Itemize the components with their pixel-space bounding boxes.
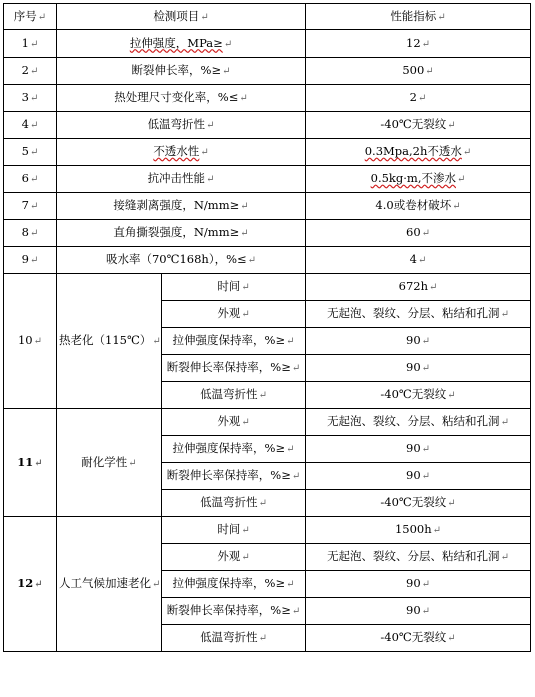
row-no: 3 <box>21 90 29 104</box>
paragraph-mark-icon: ↵ <box>286 336 295 347</box>
sub-item-cell <box>162 355 306 382</box>
group-name: 耐化学性 <box>81 454 128 469</box>
row-item: 抗冲击性能 <box>147 171 206 185</box>
paragraph-mark-icon: ↵ <box>240 201 249 212</box>
paragraph-mark-icon: ↵ <box>258 633 267 644</box>
sub-item: 断裂伸长率保持率，%≥ <box>166 360 291 374</box>
table-row <box>4 139 531 166</box>
sub-spec-cell <box>306 571 531 598</box>
paragraph-mark-icon: ↵ <box>421 38 431 50</box>
group-name-cell <box>57 274 162 409</box>
header-spec: 性能指标 <box>390 8 437 23</box>
paragraph-mark-icon: ↵ <box>258 390 267 401</box>
sub-item: 外观 <box>217 414 241 428</box>
table-row <box>4 85 531 112</box>
sub-item: 时间 <box>217 522 241 536</box>
row-no: 2 <box>21 63 29 77</box>
row-spec-cell <box>306 58 531 85</box>
spec-table <box>3 3 531 652</box>
sub-spec: 90 <box>406 360 421 374</box>
row-item-cell <box>57 139 306 166</box>
row-spec-cell <box>306 139 531 166</box>
sub-item-cell <box>162 625 306 652</box>
sub-item: 外观 <box>217 306 241 320</box>
table-row <box>4 517 531 544</box>
sub-spec: -40℃无裂纹 <box>380 387 447 401</box>
paragraph-mark-icon: ↵ <box>152 336 161 347</box>
paragraph-mark-icon: ↵ <box>462 147 472 158</box>
row-item-cell <box>57 247 306 274</box>
table-row <box>4 220 531 247</box>
paragraph-mark-icon: ↵ <box>421 444 431 455</box>
paragraph-mark-icon: ↵ <box>152 579 161 590</box>
paragraph-mark-icon: ↵ <box>417 93 427 104</box>
table-row <box>4 30 531 58</box>
paragraph-mark-icon: ↵ <box>29 201 39 212</box>
paragraph-mark-icon: ↵ <box>29 93 39 104</box>
paragraph-mark-icon: ↵ <box>421 579 431 590</box>
row-spec-cell <box>306 30 531 58</box>
paragraph-mark-icon: ↵ <box>200 147 209 158</box>
sub-spec-cell <box>306 490 531 517</box>
row-spec-cell <box>306 193 531 220</box>
paragraph-mark-icon: ↵ <box>417 255 427 266</box>
sub-spec-cell <box>306 409 531 436</box>
sub-spec-cell <box>306 328 531 355</box>
paragraph-mark-icon: ↵ <box>291 363 301 374</box>
row-item: 直角撕裂强度，N/mm≥ <box>113 225 240 239</box>
paragraph-mark-icon: ↵ <box>432 525 442 536</box>
sub-spec-cell <box>306 301 531 328</box>
paragraph-mark-icon: ↵ <box>37 11 47 23</box>
table-row <box>4 166 531 193</box>
paragraph-mark-icon: ↵ <box>241 525 250 536</box>
sub-spec: 无起泡、裂纹、分层、粘结和孔洞 <box>327 549 500 563</box>
row-no: 5 <box>21 144 29 158</box>
paragraph-mark-icon: ↵ <box>500 552 509 563</box>
paragraph-mark-icon: ↵ <box>223 38 233 50</box>
row-spec: -40℃无裂纹 <box>380 117 447 131</box>
paragraph-mark-icon: ↵ <box>29 255 39 266</box>
sub-spec: 672h <box>398 279 428 293</box>
paragraph-mark-icon: ↵ <box>206 120 215 131</box>
paragraph-mark-icon: ↵ <box>29 66 39 77</box>
paragraph-mark-icon: ↵ <box>437 11 446 23</box>
paragraph-mark-icon: ↵ <box>34 457 43 469</box>
group-no: 12 <box>17 576 34 590</box>
row-spec: 4.0或卷材破坏 <box>375 198 452 212</box>
paragraph-mark-icon: ↵ <box>241 282 250 293</box>
sub-item-cell <box>162 517 306 544</box>
row-item: 接缝剥离强度，N/mm≥ <box>113 198 240 212</box>
paragraph-mark-icon: ↵ <box>291 606 301 617</box>
paragraph-mark-icon: ↵ <box>241 417 250 428</box>
paragraph-mark-icon: ↵ <box>500 417 509 428</box>
sub-spec: 无起泡、裂纹、分层、粘结和孔洞 <box>327 306 500 320</box>
sub-item: 低温弯折性 <box>200 495 258 509</box>
sub-item-cell <box>162 328 306 355</box>
sub-item: 拉伸强度保持率，%≥ <box>172 576 286 590</box>
row-item-cell <box>57 58 306 85</box>
group-no: 10 <box>17 333 33 347</box>
paragraph-mark-icon: ↵ <box>429 282 438 293</box>
sub-spec: 90 <box>406 576 421 590</box>
sub-item: 拉伸强度保持率，%≥ <box>172 441 286 455</box>
row-item: 热处理尺寸变化率，%≤ <box>114 90 239 104</box>
row-no-cell <box>4 112 57 139</box>
sub-spec-cell <box>306 598 531 625</box>
paragraph-mark-icon: ↵ <box>421 606 431 617</box>
row-no-cell <box>4 220 57 247</box>
group-name-cell <box>57 409 162 517</box>
sub-spec: 90 <box>406 603 421 617</box>
row-no: 4 <box>21 117 29 131</box>
sub-item: 低温弯折性 <box>200 387 258 401</box>
sub-spec-cell <box>306 625 531 652</box>
row-no: 7 <box>21 198 29 212</box>
row-no-cell <box>4 30 57 58</box>
sub-spec: -40℃无裂纹 <box>380 495 447 509</box>
paragraph-mark-icon: ↵ <box>500 309 509 320</box>
sub-spec-cell <box>306 544 531 571</box>
row-spec: 0.3Mpa,2h不透水 <box>364 144 462 158</box>
row-spec: 60 <box>406 225 421 239</box>
row-spec-cell <box>306 166 531 193</box>
sub-spec-cell <box>306 517 531 544</box>
paragraph-mark-icon: ↵ <box>247 255 257 266</box>
sub-item: 时间 <box>217 279 241 293</box>
row-no-cell <box>4 193 57 220</box>
paragraph-mark-icon: ↵ <box>241 309 250 320</box>
table-row <box>4 274 531 301</box>
paragraph-mark-icon: ↵ <box>447 120 456 131</box>
sub-item-cell <box>162 436 306 463</box>
group-no-cell <box>4 517 57 652</box>
sub-item: 低温弯折性 <box>200 630 258 644</box>
header-no: 序号 <box>13 8 37 23</box>
table-row <box>4 58 531 85</box>
sub-spec: 无起泡、裂纹、分层、粘结和孔洞 <box>327 414 500 428</box>
sub-item-cell <box>162 544 306 571</box>
table-header-row <box>4 4 531 30</box>
row-spec-cell <box>306 112 531 139</box>
sub-spec: -40℃无裂纹 <box>380 630 447 644</box>
sub-spec-cell <box>306 463 531 490</box>
paragraph-mark-icon: ↵ <box>239 93 248 104</box>
paragraph-mark-icon: ↵ <box>33 336 43 347</box>
row-item-cell <box>57 112 306 139</box>
paragraph-mark-icon: ↵ <box>34 579 43 590</box>
row-spec: 2 <box>409 90 417 104</box>
paragraph-mark-icon: ↵ <box>447 633 456 644</box>
paragraph-mark-icon: ↵ <box>206 174 215 185</box>
row-item: 低温弯折性 <box>147 117 206 131</box>
sub-item-cell <box>162 490 306 517</box>
row-no: 9 <box>21 252 29 266</box>
sub-item-cell <box>162 571 306 598</box>
sub-item-cell <box>162 463 306 490</box>
paragraph-mark-icon: ↵ <box>421 336 431 347</box>
row-item: 吸水率（70℃168h），%≤ <box>105 252 247 266</box>
sub-item-cell <box>162 409 306 436</box>
row-spec-cell <box>306 220 531 247</box>
row-spec-cell <box>306 85 531 112</box>
paragraph-mark-icon: ↵ <box>200 11 209 23</box>
sub-spec-cell <box>306 436 531 463</box>
row-item-cell <box>57 30 306 58</box>
row-item-cell <box>57 220 306 247</box>
paragraph-mark-icon: ↵ <box>286 579 295 590</box>
paragraph-mark-icon: ↵ <box>29 147 39 158</box>
header-no-cell <box>4 4 57 30</box>
paragraph-mark-icon: ↵ <box>258 498 267 509</box>
row-no-cell <box>4 166 57 193</box>
spec-table-body <box>4 4 531 652</box>
paragraph-mark-icon: ↵ <box>447 498 456 509</box>
row-item-cell <box>57 193 306 220</box>
group-no-cell <box>4 409 57 517</box>
row-spec: 4 <box>409 252 417 266</box>
sub-item-cell <box>162 382 306 409</box>
sub-spec: 1500h <box>394 522 432 536</box>
paragraph-mark-icon: ↵ <box>425 66 434 77</box>
paragraph-mark-icon: ↵ <box>29 228 39 239</box>
paragraph-mark-icon: ↵ <box>452 201 461 212</box>
sub-spec: 90 <box>406 468 421 482</box>
table-row <box>4 112 531 139</box>
paragraph-mark-icon: ↵ <box>128 457 137 469</box>
paragraph-mark-icon: ↵ <box>29 38 39 50</box>
group-name-cell <box>57 517 162 652</box>
header-item-cell <box>57 4 306 30</box>
sub-item: 断裂伸长率保持率，%≥ <box>166 603 291 617</box>
paragraph-mark-icon: ↵ <box>29 120 39 131</box>
row-no: 6 <box>21 171 29 185</box>
paragraph-mark-icon: ↵ <box>456 174 466 185</box>
row-item-cell <box>57 85 306 112</box>
group-no: 11 <box>17 454 34 469</box>
row-item: 断裂伸长率，%≥ <box>131 63 222 77</box>
table-row <box>4 247 531 274</box>
paragraph-mark-icon: ↵ <box>222 66 231 77</box>
sub-spec-cell <box>306 274 531 301</box>
row-item-cell <box>57 166 306 193</box>
group-name: 热老化（115℃） <box>59 333 152 347</box>
header-spec-cell <box>306 4 531 30</box>
sub-item-cell <box>162 598 306 625</box>
row-no: 8 <box>21 225 29 239</box>
row-spec: 12 <box>406 35 421 50</box>
paragraph-mark-icon: ↵ <box>447 390 456 401</box>
group-no-cell <box>4 274 57 409</box>
row-spec-cell <box>306 247 531 274</box>
sub-item: 拉伸强度保持率，%≥ <box>172 333 286 347</box>
row-spec: 500 <box>402 63 425 77</box>
sub-spec: 90 <box>406 333 421 347</box>
paragraph-mark-icon: ↵ <box>421 363 431 374</box>
row-no-cell <box>4 139 57 166</box>
paragraph-mark-icon: ↵ <box>421 228 431 239</box>
sub-spec-cell <box>306 382 531 409</box>
header-item: 检测项目 <box>153 8 200 23</box>
row-no-cell <box>4 58 57 85</box>
paragraph-mark-icon: ↵ <box>240 228 249 239</box>
row-item: 拉伸强度，MPa≥ <box>129 35 223 50</box>
table-row <box>4 409 531 436</box>
paragraph-mark-icon: ↵ <box>291 471 301 482</box>
row-item: 不透水性 <box>153 144 200 158</box>
sub-item-cell <box>162 274 306 301</box>
row-no: 1 <box>21 35 29 50</box>
sub-spec-cell <box>306 355 531 382</box>
paragraph-mark-icon: ↵ <box>286 444 295 455</box>
sub-spec: 90 <box>406 441 421 455</box>
paragraph-mark-icon: ↵ <box>421 471 431 482</box>
row-spec: 0.5kg·m,不渗水 <box>370 171 456 185</box>
row-no-cell <box>4 85 57 112</box>
sub-item: 断裂伸长率保持率，%≥ <box>166 468 291 482</box>
group-name: 人工气候加速老化 <box>59 576 151 590</box>
sub-item: 外观 <box>217 549 241 563</box>
sub-item-cell <box>162 301 306 328</box>
paragraph-mark-icon: ↵ <box>29 174 39 185</box>
row-no-cell <box>4 247 57 274</box>
paragraph-mark-icon: ↵ <box>241 552 250 563</box>
table-row <box>4 193 531 220</box>
